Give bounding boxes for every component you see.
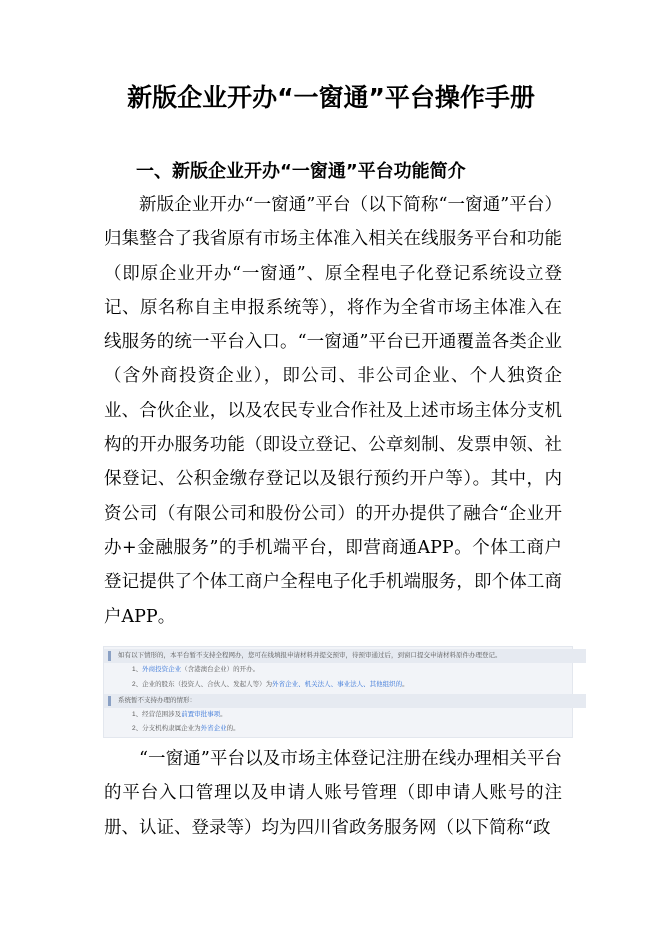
system-bar-icon	[108, 696, 111, 706]
item2-prefix: 2、企业的股东（投资人、合伙人、发起人等）为	[132, 681, 273, 688]
intro-paragraph: 新版企业开办“一窗通”平台（以下简称“一窗通”平台）归集整合了我省原有市场主体准入相关在线服务平台和功能（即原企业开办“一窗通”、原全程电子化登记系统设立登记、原名称自主申报系统等），将作为全省市场主体准入在线服务的统一平台入口。“一窗通”平台已开通覆盖各类企业（含外商投资企业），即公司、非公司企业、个人独资企业、合伙企业，以及农民专业合作社及上述市场主体分支机构的开办服务功能（即设立登记、公章刻制、发票申领、社保登记、公积金缴存登记以及银行预约开户等）。其中，内资公司（有限公司和股份公司）的开办提供了融合“企业开办+金融服务”的手机端平台，即营商通APP。个体工商户登记提供了个体工商户全程电子化手机端服务，即个体工商户APP。	[104, 195, 562, 627]
section-heading: 一、新版企业开办“一窗通”平台功能简介	[136, 161, 466, 182]
system-header	[104, 694, 586, 708]
notice-header	[104, 649, 586, 663]
item2-links[interactable]: 外省企业、机关法人、事业法人、其他组织的	[272, 681, 403, 688]
notice-bar-icon	[108, 651, 111, 661]
notice-item-2	[104, 678, 600, 692]
item4-suffix: 的。	[226, 725, 240, 732]
item2-suffix: 。	[402, 681, 409, 688]
document-title: 新版企业开办“一窗通”平台操作手册	[127, 83, 535, 112]
system-header-text: 系统暂不支持办理的情形：	[118, 697, 196, 704]
notice-item-1	[104, 663, 600, 677]
embedded-notice-screenshot	[103, 646, 573, 738]
platform-paragraph: “一窗通”平台以及市场主体登记注册在线办理相关平台的平台入口管理以及申请人账号管理（即申请人账号的注册、认证、登录等）均为四川省政务服务网（以下简称“政	[104, 749, 562, 838]
item1-link[interactable]: 外商投资企业	[142, 666, 182, 673]
notice-header-text: 如有以下情形的，本平台暂不支持全程网办，您可在线填报申请材料并提交预审，待预审通过后，到窗口提交申请材料原件办理登记。	[118, 652, 502, 659]
item3-link[interactable]: 前置审批事项	[181, 711, 221, 718]
item3-suffix: 。	[220, 711, 227, 718]
item4-prefix: 2、分支机构隶属企业为	[132, 725, 201, 732]
item4-link[interactable]: 外省企业	[200, 725, 227, 732]
item3-prefix: 1、经营范围涉及	[132, 711, 182, 718]
item1-prefix: 1、	[132, 666, 143, 673]
item1-suffix: （含港澳台企业）的开办。	[181, 666, 260, 673]
notice-item-4	[104, 722, 600, 736]
notice-item-3	[104, 708, 600, 722]
